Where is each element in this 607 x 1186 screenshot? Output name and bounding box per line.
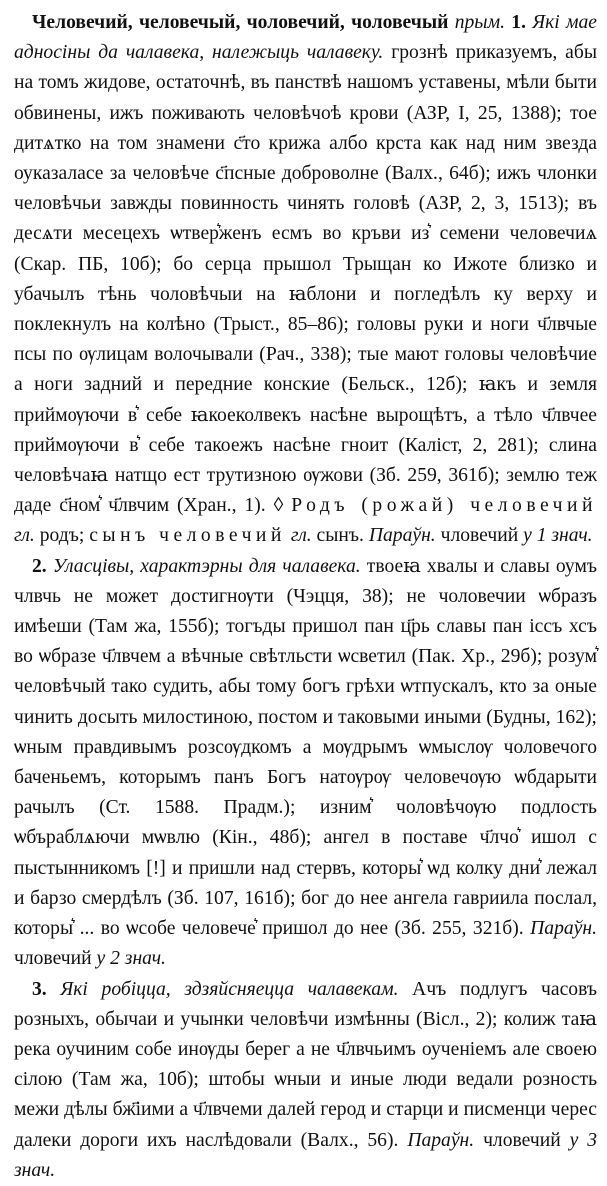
- sense-1-phrase-gloss-a: родъ;: [39, 525, 85, 547]
- sense-1-see-word: чловечий: [440, 525, 519, 547]
- sense-3-see-word: чловечий: [483, 1129, 561, 1151]
- sense-3-paragraph: [14, 975, 597, 1186]
- sense-1-phrase-gloss-b: сынъ.: [316, 525, 364, 547]
- sense-1-phrase: Родъ (рожай) человечий: [291, 495, 597, 517]
- sense-1-citations: грознѣ приказуемъ, абы на томъ жидове, остаточнѣ, въ панствѣ нашомъ уставены, мѣли быти обвинены, ижъ поживають человѣчоѣ крови (АЗР, I, 25, 1388); тое дитѧтко на том знамени с҃то крижа албо крста как над ним звезда оуказаласе за человѣче с҃псные доброволне (Валх., 64б); ижъ члонки человѣчьи завжды повинность чинять головѣ (АЗР, 2, 3, 1513); въ десѧти месецехъ ѡтвер͛женъ есмъ во кръви из͛ семени человечиѧ (Скар. ПБ, 10б); бо серца прышол Трыщан ко Ижоте близко и убачылъ тѣнь чоловѣчыи на ꙗблони и погледѣлъ ку верху и поклекнулъ на колѣно (Трыст., 85–86); головы руки и ноги ч҃лвчые псы по ѹлицам волочывали (Рач., 338); тые мают головы человѣчие а ноги задний и передние конские (Бельск., 12б); ꙗкъ и земля приймѹючи в͛ себе ꙗкоеколвекъ насѣне вырощѣтъ, а тѣло ч҃лвчее приймѹючи в͛ себе такоежъ насѣне гноит (Каліст, 2, 281); слина человѣчаꙗ натщо ест трутизною ѹжови (Зб. 259, 361б); землю теж даде с҃ном͛ ч҃лвчим (Хран., 1). ◊: [14, 42, 597, 517]
- sense-3-definition: Які робіцца, здзяйсняецца чалавекам.: [60, 978, 399, 1000]
- headword: Человечий, человечый, чоловечий, чоловечый: [32, 12, 449, 33]
- sense-2-definition: Уласцівы, характэрны для чалавека.: [52, 555, 361, 577]
- sense-2-paragraph: [14, 552, 597, 975]
- sense-1-definition: Які мае адносіны да чалавека, належыць чалавеку.: [14, 12, 598, 64]
- sense-3-see-ref: у 3 знач.: [14, 1129, 597, 1181]
- sense-2-see-label: Параўн.: [530, 918, 597, 940]
- sense-1-see-label: Параўн.: [368, 525, 436, 547]
- sense-3-number: 3.: [32, 978, 47, 1000]
- sense-1-phrase-gloss-marker-a: гл.: [14, 525, 35, 547]
- sense-3-see-label: Параўн.: [407, 1129, 475, 1151]
- sense-1-paragraph: [14, 8, 597, 552]
- sense-3-citations: Ачъ подлугъ часовъ розныхъ, обычаи и учынки человѣчи измѣнны (Вісл., 2); колиж таꙗ река оучиним собе инѹды берег а не ч҃лвчьимъ оученіемъ але своею сілою (Там жа, 10б); штобы ѡныи и иные люди ведали розность межи дѣлы бж҃іими а ч҃лвчеми далей герод и старци и писменци черес далеки дороги ихъ наслѣдовали (Валх., 56).: [14, 978, 597, 1151]
- part-of-speech: прым.: [454, 12, 505, 33]
- sense-1-number: 1.: [511, 12, 526, 33]
- sense-1-phrase-b: сынъ человечий: [89, 525, 286, 547]
- sense-2-number: 2.: [32, 555, 47, 577]
- sense-2-citations: твоеꙗ хвалы и славы оумъ члвчь не может достигнѹти (Чэцця, 38); не чоловечии ѡбразъ имѣеши (Там жа, 155б); тогъды пришол пан ц҃рь славы пан іссъ хсъ во ѡбразе ч҃лвчем а вѣчные свѣтльсти ѡсветил (Пак. Хр., 29б); розум͛ человѣчый тако судить, абы тому богъ грѣхи ѡтпускалъ, кто за оные чинить досыть милостиною, постом и таковыми иными (Будны, 162); ѡным правдивымъ розсѹдкомъ а мѹдрымъ ѡмыслѹ чоловечого баченьемъ, которымъ панъ Богъ натѹрѹ человечѹю ѡбдарыти рачылъ (Ст. 1588. Прадм.); изним͛ чоловѣчѹю подлость ѡбъраблѧючи мѡвлю (Кін., 48б); ангел в поставе ч҃лчо͛ ишол с пыстынникомъ [!] и пришли над стервъ, которы͛ ѡд колку дни͛ лежал и барзо смердѣлъ (Зб. 107, 161б); бог до нее ангела гавриила послал, которы͛ ... во ѡсобе человече͛ пришол до нее (Зб. 255, 321б).: [14, 555, 597, 940]
- sense-2-see-ref: у 2 знач.: [96, 948, 166, 970]
- sense-1-phrase-gloss-marker-b: гл.: [290, 525, 312, 547]
- sense-1-see-ref: у 1 знач.: [523, 525, 593, 547]
- sense-2-see-word: чловечий: [14, 948, 92, 970]
